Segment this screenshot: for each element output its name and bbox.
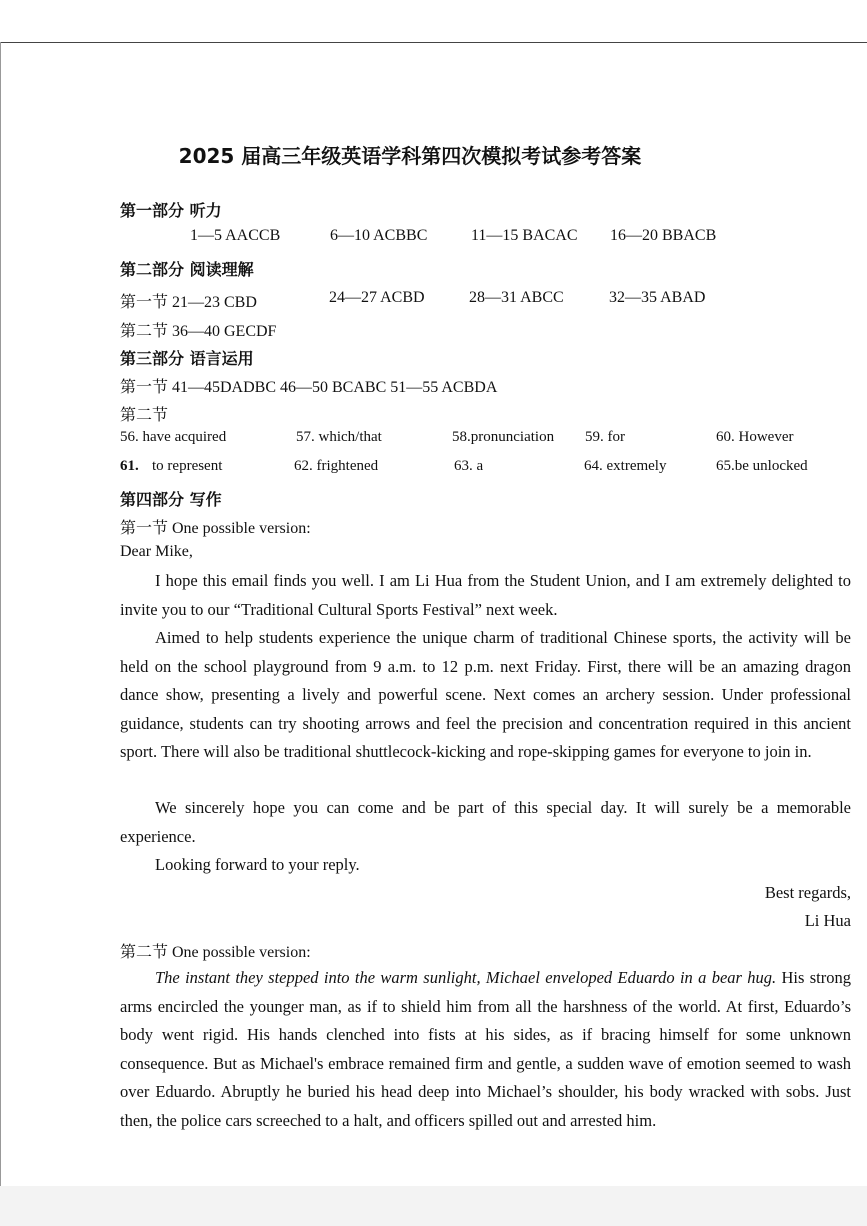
- part1-answer: 1—5 AACCB: [190, 227, 281, 244]
- part2-answer: 24—27 ACBD: [329, 289, 425, 306]
- letter-paragraph: We sincerely hope you can come and be part of this special day. It will surely be a memorable experience.: [120, 798, 851, 846]
- part1-heading: 第一部分 听力: [120, 201, 222, 220]
- part2-heading: 第二部分 阅读理解: [120, 260, 254, 279]
- story-opening-sentence: The instant they stepped into the warm sunlight, Michael enveloped Eduardo in a bear hug.: [155, 968, 777, 987]
- part3-heading: 第三部分 语言运用: [120, 349, 254, 368]
- part3-answer: 63. a: [454, 458, 484, 474]
- part3-answer: 64. extremely: [584, 458, 667, 474]
- part2-section2: 第二节 36—40 GECDF: [120, 323, 277, 340]
- part3-answer: 60. However: [716, 429, 794, 445]
- letter-signature: Li Hua: [804, 911, 851, 930]
- story-paragraph: [120, 964, 851, 1135]
- part3-answer: 57. which/that: [296, 429, 382, 445]
- part3-answer: 58.pronunciation: [452, 429, 555, 445]
- letter-paragraph: Aimed to help students experience the unique charm of traditional Chinese sports, the activity will be held on the school playground from 9 a.m. to 12 p.m. next Friday. First, there will be an amazing dragon dance show, presenting a lively and powerful scene. Next comes an archery session. Under professional guidance, students can try shooting arrows and feel the precision and concentration required in this ancient sport. There will also be traditional shuttlecock-kicking and rope-skipping games for everyone to join in.: [120, 628, 851, 761]
- document-title: 2025 届高三年级英语学科第四次模拟考试参考答案: [178, 144, 642, 168]
- part1-answer: 6—10 ACBBC: [330, 227, 428, 244]
- page-bottom-shade: [0, 1186, 867, 1226]
- letter-paragraph: I hope this email finds you well. I am Li Hua from the Student Union, and I am extremely delighted to invite you to our “Traditional Cultural Sports Festival” next week.: [120, 571, 851, 619]
- part3-answer: 62. frightened: [294, 458, 379, 474]
- letter-closing: Best regards,: [764, 883, 851, 902]
- page-left-border: [0, 42, 1, 1192]
- part3-answer: 56. have acquired: [120, 429, 227, 445]
- part3-section1: 第一节 41—45DADBC 46—50 BCABC 51—55 ACBDA: [120, 379, 498, 396]
- part2-answer: 28—31 ABCC: [469, 289, 564, 306]
- part1-answer: 16—20 BBACB: [610, 227, 717, 244]
- part3-answer-number: 61.: [120, 458, 139, 474]
- part1-answer: 11—15 BACAC: [471, 227, 578, 244]
- writing-section1-label: 第一节 One possible version:: [120, 520, 311, 537]
- writing-section2-label: 第二节 One possible version:: [120, 944, 311, 961]
- part3-answer: 65.be unlocked: [716, 458, 808, 474]
- part2-answer: 32—35 ABAD: [609, 289, 706, 306]
- part3-answer: to represent: [152, 458, 223, 474]
- letter-paragraph: Looking forward to your reply.: [155, 855, 360, 874]
- part3-answer: 59. for: [585, 429, 625, 445]
- page-top-border: [0, 42, 867, 43]
- letter-greeting: Dear Mike,: [120, 543, 193, 560]
- part2-section1: 第一节 21—23 CBD: [120, 294, 257, 311]
- story-continuation: His strong arms encircled the younger man, as if to shield him from all the harshness of the world. At first, Eduardo’s body went rigid. His hands clenched into fists at his sides, as if bracing himself for some unknown consequence. But as Michael's embrace remained firm and gentle, a sudden wave of emotion seemed to wash over Eduardo. Abruptly he buried his head deep into Michael’s shoulder, his body wracked with sobs. Just then, the police cars screeched to a halt, and officers spilled out and arrested him.: [120, 968, 852, 1130]
- part3-section2-label: 第二节: [120, 407, 169, 424]
- part4-heading: 第四部分 写作: [120, 490, 222, 509]
